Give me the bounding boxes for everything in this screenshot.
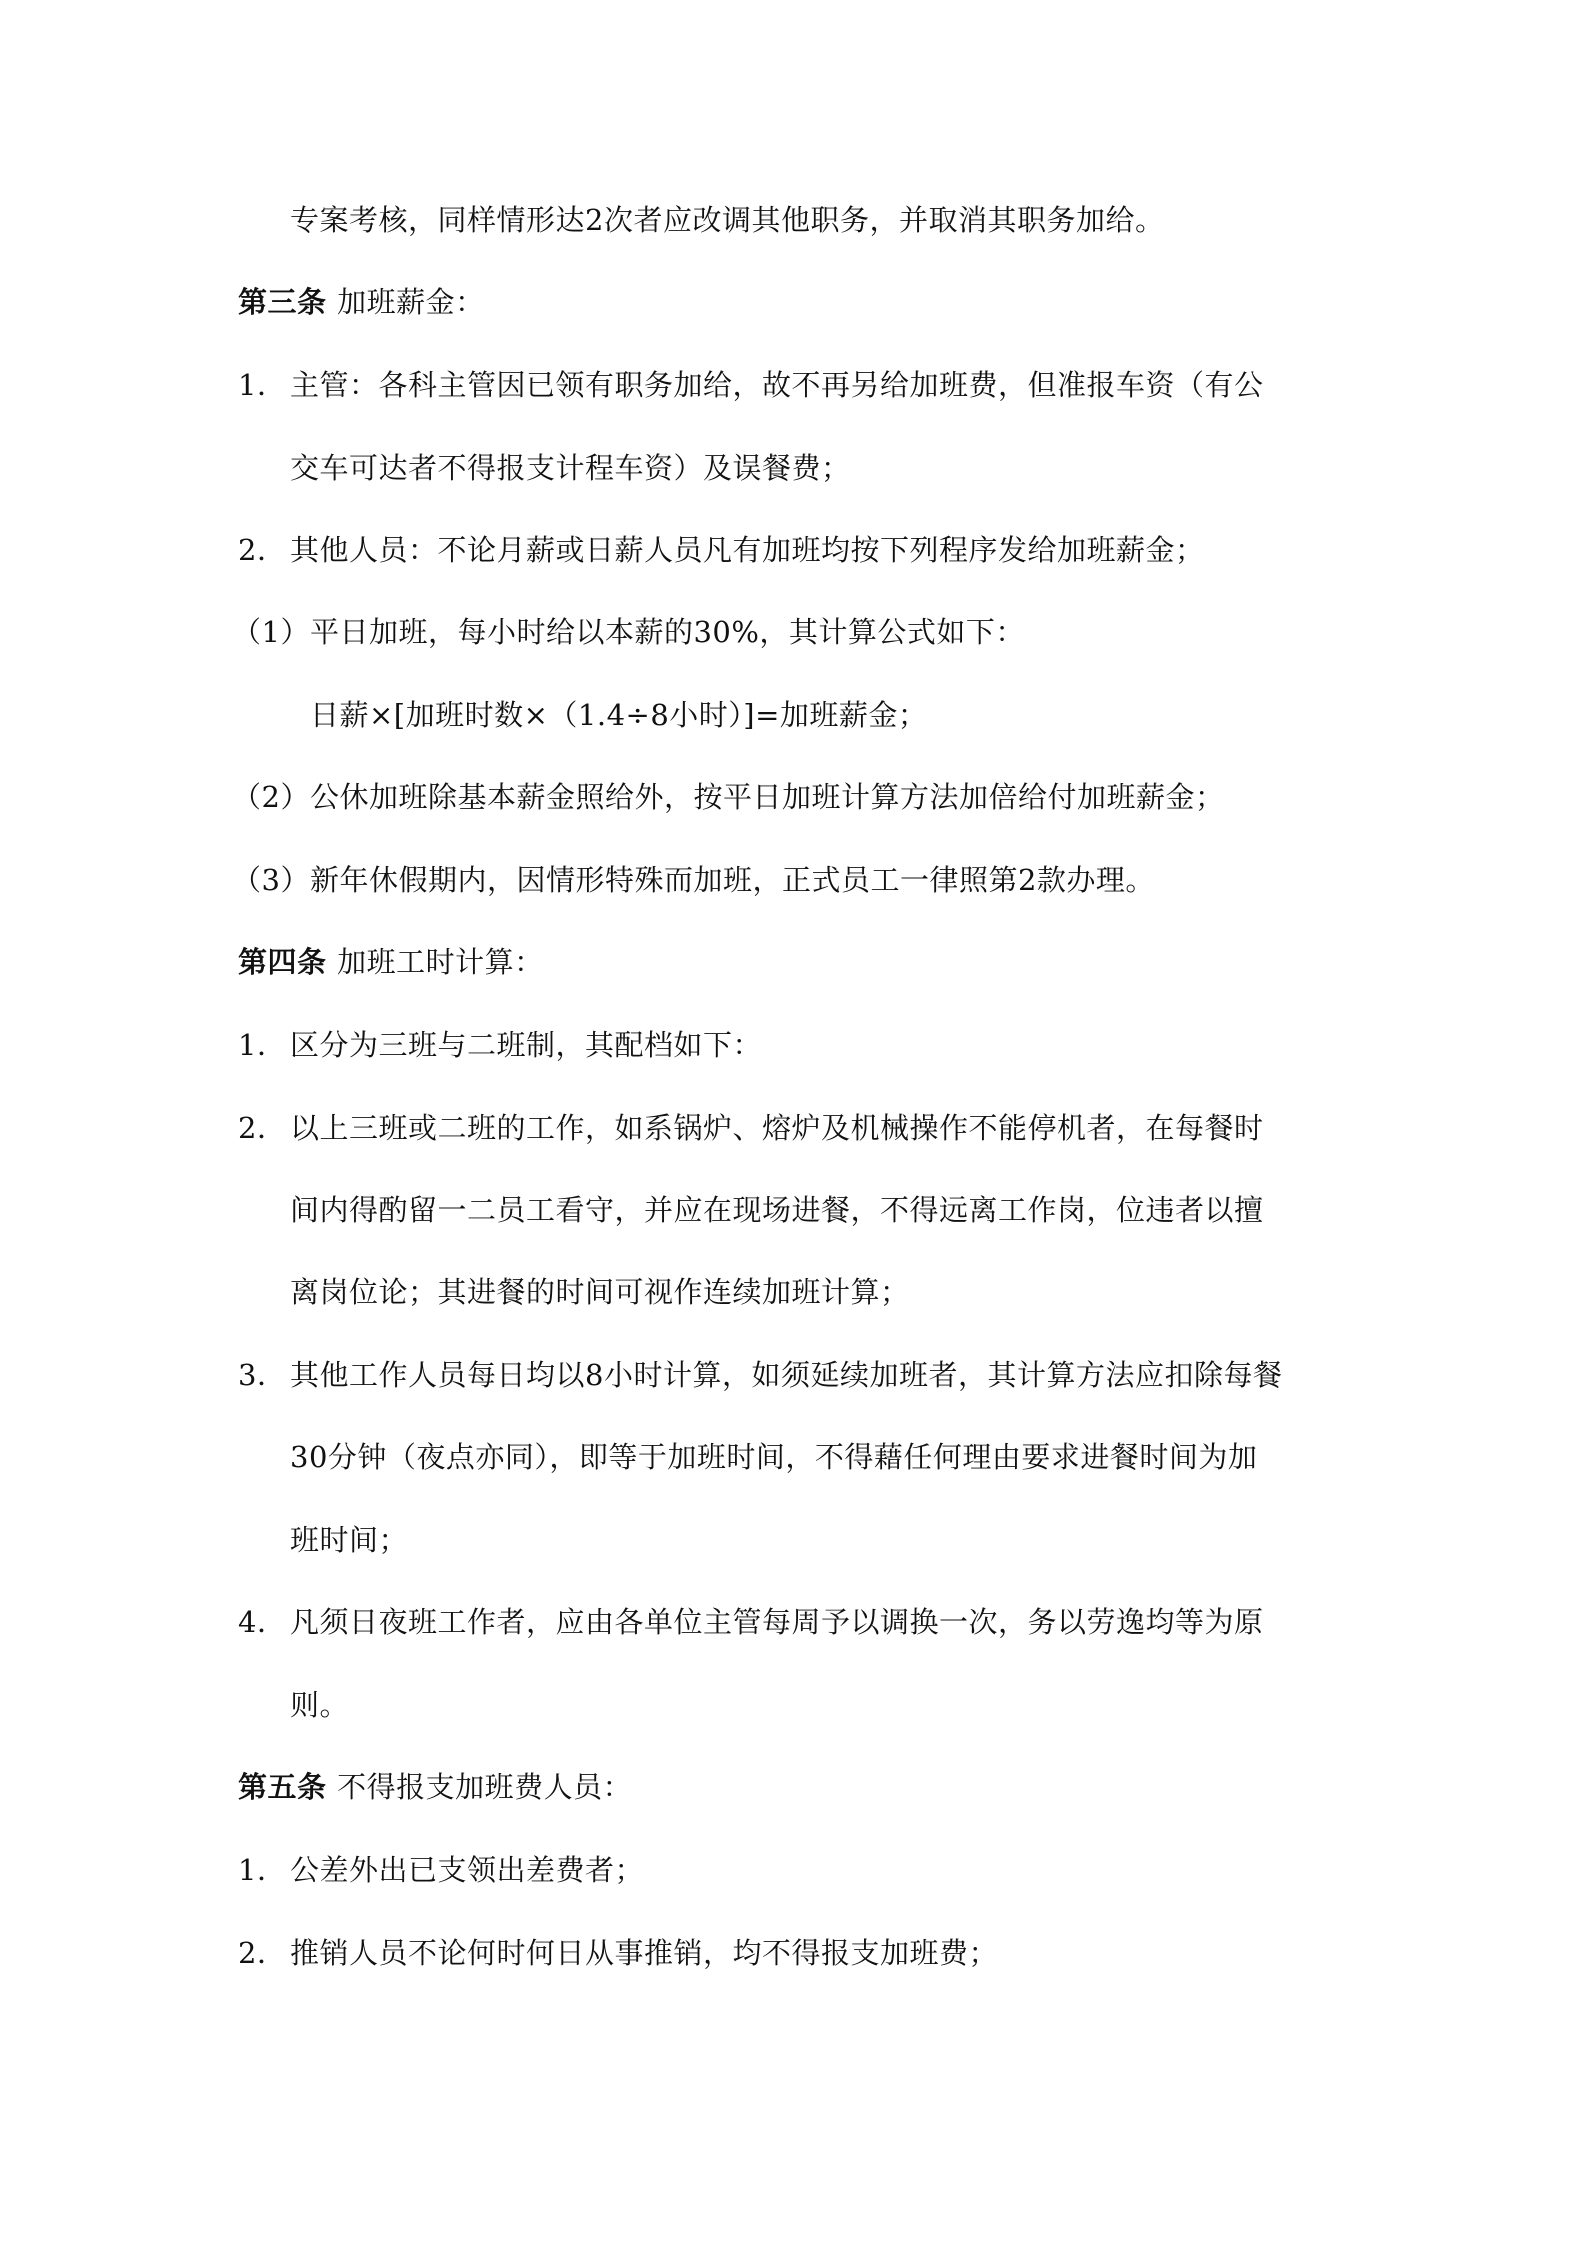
list-item [238, 365, 1264, 405]
list-text: 主管：各科主管因已领有职务加给，故不再另给加班费，但准报车资（有公 [290, 368, 1264, 402]
list-item-continuation [290, 1190, 1264, 1230]
list-item [238, 1108, 1264, 1148]
article-title: 不得报支加班费人员： [337, 1770, 633, 1804]
sub-item [232, 612, 1025, 652]
article-label: 第三条 [238, 285, 327, 319]
article-5-heading [238, 1767, 632, 1807]
list-text: 30分钟（夜点亦同），即等于加班时间，不得藉任何理由要求进餐时间为加 [290, 1440, 1258, 1474]
list-item-continuation [290, 1520, 408, 1560]
list-text: 区分为三班与二班制，其配档如下： [290, 1028, 763, 1062]
formula [310, 695, 927, 735]
list-text: 凡须日夜班工作者，应由各单位主管每周予以调换一次，务以劳逸均等为原 [290, 1605, 1264, 1639]
sub-item-text: （3）新年休假期内，因情形特殊而加班，正式员工一律照第2款办理。 [232, 863, 1155, 897]
list-number: 1． [238, 368, 287, 402]
formula-text: 日薪×[加班时数×（1.4÷8小时）]=加班薪金； [310, 698, 928, 732]
paragraph-text: 专案考核，同样情形达2次者应改调其他职务，并取消其职务加给。 [290, 203, 1165, 237]
paragraph-continuation [290, 200, 1164, 240]
list-number: 4． [238, 1605, 287, 1639]
list-item-continuation [290, 1272, 910, 1312]
list-number: 1． [238, 1028, 287, 1062]
list-item-continuation [290, 448, 851, 488]
article-title: 加班薪金： [337, 285, 485, 319]
list-number: 2． [238, 1936, 287, 1970]
sub-item [232, 777, 1224, 817]
article-3-heading [238, 282, 485, 322]
list-item-continuation [290, 1685, 349, 1725]
list-text: 则。 [290, 1688, 350, 1722]
list-text: 离岗位论；其进餐的时间可视作连续加班计算； [290, 1275, 910, 1309]
list-item-continuation [290, 1437, 1257, 1477]
article-4-heading [238, 942, 544, 982]
list-text: 班时间； [290, 1523, 409, 1557]
sub-item [232, 860, 1155, 900]
list-item [238, 1850, 644, 1890]
article-label: 第五条 [238, 1770, 327, 1804]
list-text: 推销人员不论何时何日从事推销，均不得报支加班费； [290, 1936, 999, 1970]
sub-item-text: （2）公休加班除基本薪金照给外，按平日加班计算方法加倍给付加班薪金； [232, 780, 1225, 814]
list-text: 交车可达者不得报支计程车资）及误餐费； [290, 451, 851, 485]
list-text: 以上三班或二班的工作，如系锅炉、熔炉及机械操作不能停机者，在每餐时 [290, 1111, 1264, 1145]
list-item [238, 1025, 762, 1065]
list-text: 间内得酌留一二员工看守，并应在现场进餐，不得远离工作岗，位违者以擅 [290, 1193, 1264, 1227]
list-text: 其他工作人员每日均以8小时计算，如须延续加班者，其计算方法应扣除每餐 [290, 1358, 1283, 1392]
list-item [238, 530, 1205, 570]
article-title: 加班工时计算： [337, 945, 544, 979]
list-number: 3． [238, 1358, 287, 1392]
list-number: 2． [238, 1111, 287, 1145]
list-item [238, 1355, 1282, 1395]
sub-item-text: （1）平日加班，每小时给以本薪的30%，其计算公式如下： [232, 615, 1025, 649]
list-item [238, 1933, 998, 1973]
list-number: 2． [238, 533, 287, 567]
list-number: 1． [238, 1853, 287, 1887]
list-text: 其他人员：不论月薪或日薪人员凡有加班均按下列程序发给加班薪金； [290, 533, 1205, 567]
list-item [238, 1602, 1264, 1642]
article-label: 第四条 [238, 945, 327, 979]
list-text: 公差外出已支领出差费者； [290, 1853, 645, 1887]
